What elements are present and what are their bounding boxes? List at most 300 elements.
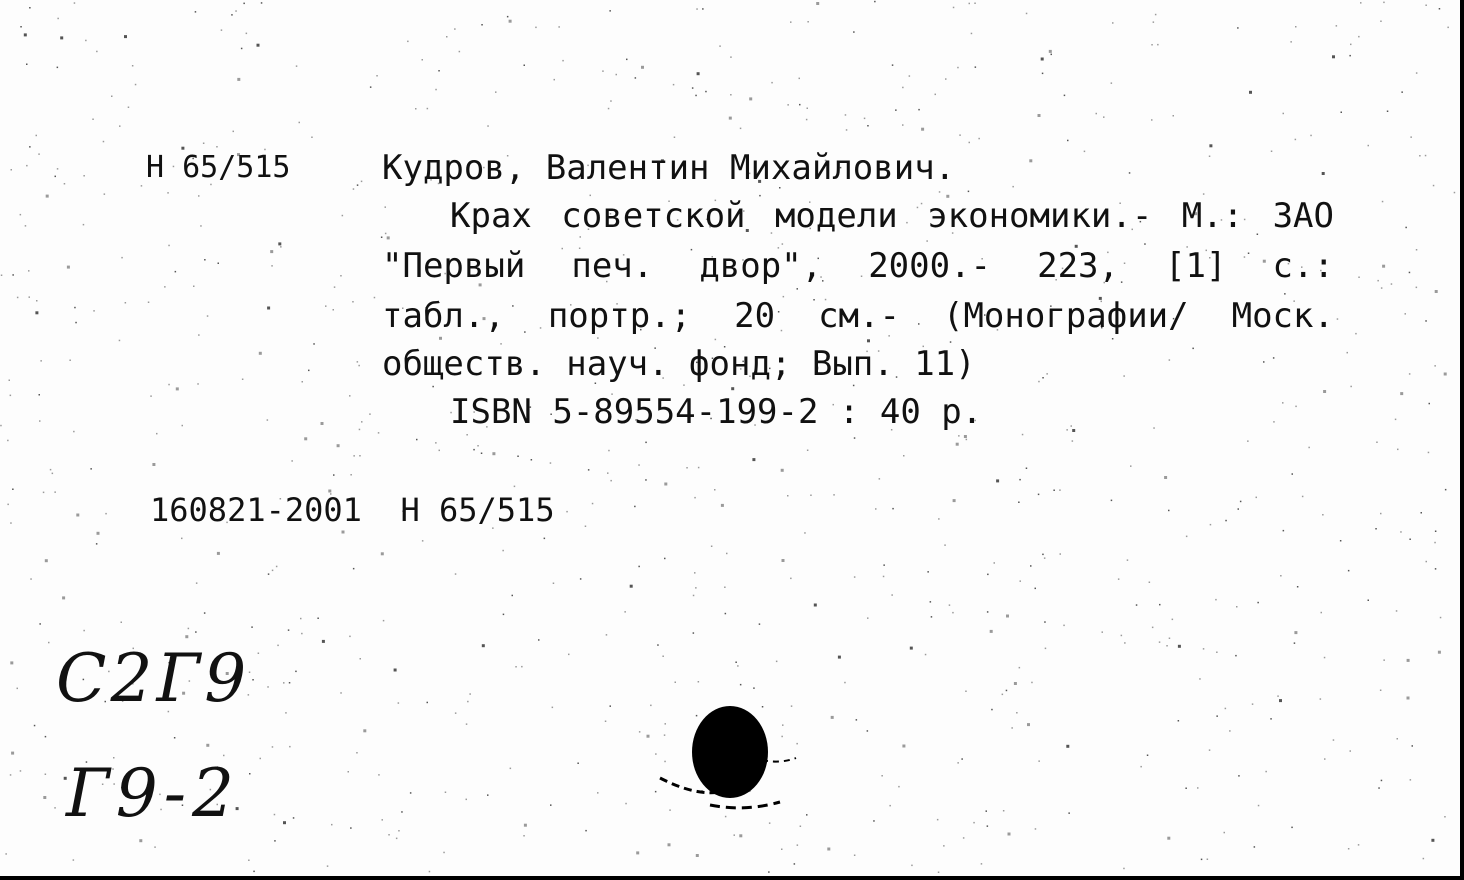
speckle [62,596,65,599]
speckle [875,508,877,510]
speckle [512,595,514,597]
speckle [1203,193,1205,195]
speckle [394,669,397,672]
speckle [283,682,285,684]
speckle [415,108,417,110]
speckle [1186,536,1188,538]
speckle [1358,36,1360,38]
speckle [257,44,260,47]
speckle [1067,140,1069,142]
speckle [838,656,841,659]
speckle [60,36,63,39]
speckle [1425,5,1427,7]
speckle [1018,502,1020,504]
speckle [607,472,609,474]
speckle [969,3,971,4]
speckle [308,370,310,372]
speckle [352,301,354,303]
speckle [790,21,792,23]
speckle [1397,738,1399,740]
speckle [910,647,913,650]
speckle [953,499,956,502]
speckle [481,24,483,26]
speckle [35,311,38,314]
speckle [1238,508,1240,510]
speckle [609,10,611,12]
speckle [278,242,281,245]
speckle [26,165,28,167]
speckle [1302,496,1304,498]
speckle [831,716,834,719]
speckle [1416,287,1418,289]
speckle [76,514,79,517]
speckle [40,360,42,362]
speckle [1209,156,1211,158]
speckle [950,341,952,343]
speckle [7,440,9,442]
speckle [945,78,947,80]
speckle [139,839,142,842]
speckle [43,492,45,494]
speckle [1006,690,1008,692]
speckle [1066,745,1069,748]
speckle [198,334,200,336]
speckle [1434,542,1436,544]
speckle [439,450,441,452]
speckle [991,709,993,711]
speckle [702,8,704,10]
speckle [289,682,291,684]
speckle [1279,699,1282,702]
speckle [258,653,260,655]
speckle [381,237,383,239]
speckle [270,250,273,253]
speckle [274,814,276,816]
speckle [291,460,293,462]
speckle [1416,249,1418,251]
speckle [427,108,429,110]
speckle [725,613,727,615]
speckle [64,183,65,185]
speckle [996,479,999,482]
accession-number: 160821-2001 Н 65/515 [150,491,555,529]
speckle [176,387,179,390]
speckle [1172,619,1174,621]
speckle [867,125,869,127]
speckle [1155,14,1157,16]
speckle [535,27,537,29]
speckle [698,681,700,683]
speckle [1038,760,1040,762]
speckle [1159,641,1161,643]
speckle [1207,859,1209,861]
speckle [350,827,352,829]
speckle [719,45,721,47]
speckle [664,483,667,486]
speckle [340,275,342,277]
speckle [1358,844,1360,846]
speckle [730,94,732,96]
speckle [1348,848,1350,850]
speckle [435,89,437,91]
speckle [636,851,639,854]
speckle [867,730,869,732]
speckle [816,2,819,5]
speckle [334,286,336,288]
speckle [10,395,12,397]
speckle [1391,283,1393,285]
speckle [1350,44,1352,46]
speckle [693,632,695,634]
speckle [1,275,3,277]
speckle [246,33,248,35]
speckle [1016,712,1018,714]
speckle [195,631,197,633]
speckle [29,146,31,148]
speckle [128,107,130,109]
speckle [790,578,792,580]
speckle [641,66,644,69]
speckle [455,573,457,575]
speckle [867,339,870,342]
speckle [853,31,855,33]
speckle [83,630,85,632]
speckle [164,286,166,288]
speckle [55,176,57,178]
speckle [388,834,390,836]
speckle [1045,648,1047,650]
speckle [74,307,76,309]
speckle [1153,21,1155,23]
speckle [1416,72,1418,74]
speckle [1151,119,1153,121]
speckle [1277,695,1279,697]
speckle [1173,115,1175,117]
speckle [25,225,27,227]
speckle [975,66,977,68]
speckle [57,168,59,170]
speckle [1014,682,1017,685]
speckle [378,774,380,776]
speckle [1409,539,1411,541]
speckle [1203,648,1205,650]
speckle [333,309,335,311]
speckle [1425,155,1427,157]
speckle [125,302,127,304]
speckle [207,315,209,317]
speckle [1225,520,1227,522]
speckle [1340,540,1342,542]
speckle [974,3,976,5]
speckle [469,693,471,695]
speckle [854,576,856,578]
speckle [1347,352,1349,354]
speckle [1019,479,1021,481]
speckle [313,343,315,345]
speckle [1035,828,1037,830]
speckle [45,736,47,738]
speckle [10,661,13,664]
speckle [1049,50,1052,53]
speckle [383,620,385,622]
speckle [683,384,685,386]
speckle [10,522,12,524]
speckle [288,629,290,631]
speckle [204,612,206,614]
speckle [1358,277,1360,279]
speckle [1153,427,1155,429]
speckle [198,195,200,197]
speckle [252,679,254,681]
speckle [964,435,967,438]
speckle [949,604,951,606]
speckle [1439,8,1441,10]
speckle [12,489,14,491]
speckle [374,297,376,299]
speckle [753,687,755,689]
author-heading: Кудров, Валентин Михайлович. [382,148,956,188]
speckle [1168,510,1170,512]
speckle [662,656,664,658]
speckle [630,585,633,588]
speckle [251,626,253,628]
speckle [845,114,847,116]
speckle [721,504,724,507]
speckle [188,628,190,630]
speckle [664,558,666,560]
speckle [538,639,540,641]
speckle [382,819,384,821]
speckle [602,70,604,72]
speckle [52,473,54,475]
speckle [1294,631,1297,634]
speckle [1215,599,1217,601]
speckle [509,20,512,23]
speckle [625,803,627,805]
speckle [277,645,279,647]
speckle [481,453,483,455]
speckle [1124,642,1126,644]
speckle [1011,727,1013,729]
speckle [987,574,989,576]
speckle [1229,730,1231,732]
speckle [5,853,7,855]
speckle [1444,373,1447,376]
speckle [92,119,94,121]
speckle [1063,625,1065,627]
speckle [797,288,799,290]
speckle [45,774,47,776]
speckle [17,297,19,299]
speckle [735,662,737,664]
speckle [1038,114,1041,117]
speckle [892,64,894,66]
speckle [1084,151,1086,153]
speckle [734,834,736,836]
speckle [280,246,282,248]
speckle [261,2,263,4]
speckle [350,474,352,476]
speckle [30,578,32,580]
speckle [416,439,418,441]
speckle [74,2,76,4]
speckle [1445,489,1447,491]
speckle [807,450,809,452]
speckle [466,434,468,436]
speckle [981,863,983,865]
speckle [1140,766,1142,768]
speckle [221,29,223,31]
speckle [711,546,713,548]
shelf-mark: Н 65/515 [146,150,291,185]
speckle [1072,440,1074,442]
speckle [206,744,209,747]
speckle [731,387,734,390]
speckle [356,752,358,754]
speckle [726,553,728,555]
speckle [737,665,739,667]
speckle [233,131,235,133]
speckle [1410,779,1412,781]
speckle [553,583,555,585]
speckle [1380,513,1382,515]
speckle [1271,151,1273,153]
speckle [867,617,869,619]
speckle [1440,617,1442,619]
speckle [29,7,31,9]
speckle [846,129,848,131]
speckle [357,184,359,186]
speckle [267,419,269,421]
speckle [806,119,808,121]
speckle [1428,452,1430,454]
speckle [272,746,274,748]
speckle [592,503,594,505]
speckle [1383,659,1385,661]
speckle [550,462,552,464]
speckle [75,322,77,324]
speckle [304,437,307,440]
speckle [1121,635,1123,637]
speckle [507,16,509,18]
speckle [1454,192,1456,194]
title-line-3: табл., портр.; 20 см.- (Монографии/ Моск. [382,296,1334,336]
speckle [168,384,170,386]
speckle [439,337,442,340]
speckle [242,379,244,381]
speckle [1381,780,1383,782]
speckle [927,571,929,573]
speckle [7,504,8,506]
speckle [45,559,48,562]
speckle [203,143,205,145]
speckle [695,587,697,589]
speckle [1383,2,1385,3]
speckle [90,468,92,470]
speckle [952,612,954,614]
speckle [1320,698,1322,700]
speckle [1216,652,1218,654]
speckle [1147,755,1149,757]
speckle [1381,287,1383,289]
speckle [959,134,961,136]
speckle [285,712,287,714]
speckle [1235,655,1237,657]
speckle [1238,775,1240,777]
speckle [1336,25,1338,27]
speckle [156,433,158,435]
speckle [605,721,607,723]
speckle [1350,750,1352,752]
speckle [361,421,363,423]
speckle [1292,473,1294,475]
speckle [359,455,361,457]
speckle [204,259,206,261]
speckle [787,104,789,106]
speckle [968,191,970,193]
speckle [935,94,937,96]
speckle [1178,645,1181,648]
speckle [422,59,424,61]
speckle [1030,565,1032,567]
speckle [181,538,183,540]
speckle [854,437,856,439]
speckle [544,538,546,540]
speckle [342,215,344,217]
speckle [1337,318,1339,320]
speckle [1008,833,1011,836]
speckle [1350,386,1352,388]
speckle [921,128,924,131]
title-line-2: "Первый печ. двор", 2000.- 223, [1] с.: [382,246,1334,286]
speckle [185,635,188,638]
speckle [57,67,59,69]
speckle [1209,749,1211,751]
speckle [937,819,939,821]
speckle [36,135,38,137]
speckle [883,576,885,578]
speckle [562,60,564,62]
speckle [1064,95,1066,97]
speckle [11,752,14,755]
speckle [1019,667,1021,669]
speckle [325,305,327,307]
speckle [17,688,19,690]
speckle [93,310,95,312]
speckle [482,644,485,647]
speckle [1368,600,1370,602]
speckle [961,758,963,760]
speckle [295,671,297,673]
speckle [119,125,121,127]
speckle [322,640,325,643]
speckle [1380,21,1382,23]
speckle [20,770,22,772]
speckle [524,824,527,827]
speckle [1060,553,1062,555]
speckle [1144,243,1146,245]
speckle [550,804,552,806]
speckle [606,634,608,636]
speckle [121,622,123,624]
speckle [1435,531,1437,533]
speckle [443,852,445,854]
speckle [1295,139,1297,141]
speckle [1029,159,1032,162]
speckle [73,859,75,861]
speckle [1407,659,1410,662]
speckle [804,532,806,534]
